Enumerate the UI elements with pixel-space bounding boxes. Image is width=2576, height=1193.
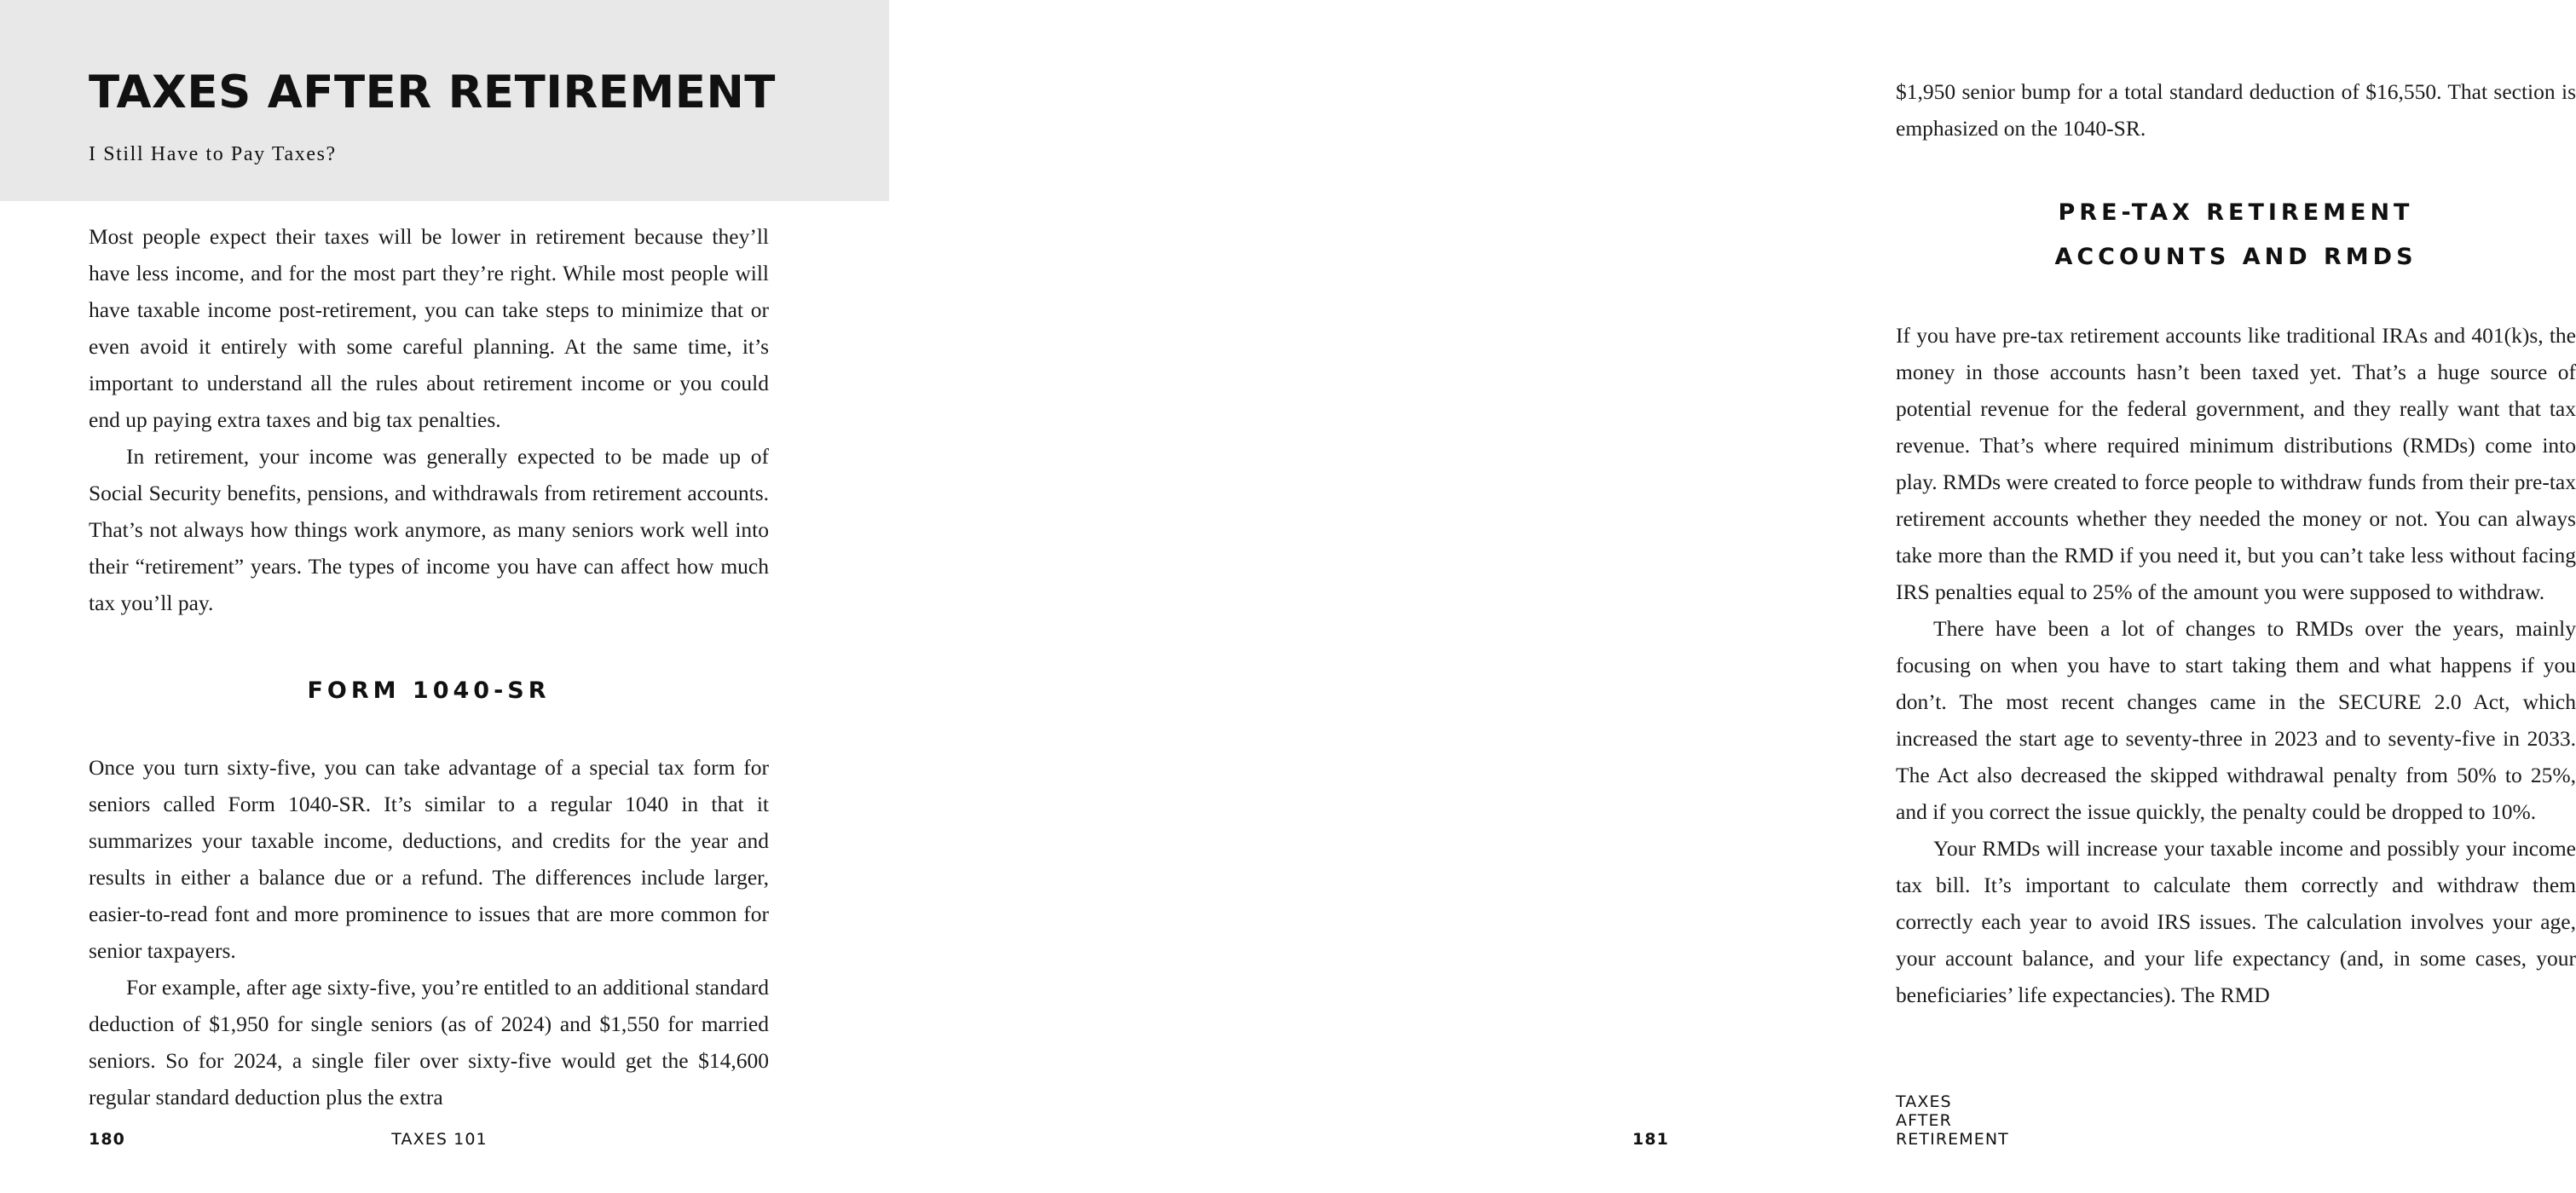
page-number-left: 180 — [89, 1130, 125, 1149]
right-column-body — [1896, 73, 2576, 1013]
paragraph: Your RMDs will increase your taxable income and possibly your income tax bill. It’s important to calculate them correctly and withdraw them correctly each year to avoid IRS issues. The calculation involves your age, your account balance, and your life expectancy (and, in some cases, your beneficiaries’ life expectancies). The RMD — [1896, 836, 2576, 1007]
paragraph: For example, after age sixty-five, you’re entitled to an additional standard deduction of $1,950 for single seniors (as of 2024) and $1,550 for married seniors. So for 2024, a single filer over sixty-five would get the $14,600 regular standard deduction plus the extra — [89, 975, 769, 1109]
paragraph: Once you turn sixty-five, you can take advantage of a special tax form for seniors called Form 1040-SR. It’s similar to a regular 1040 in that it summarizes your taxable income, deductions, and credits for the year and results in either a balance due or a refund. The differences include larger, easier-to-read font and more prominence to issues that are more common for senior taxpayers. — [89, 755, 769, 963]
paragraph: In retirement, your income was generally expected to be made up of Social Security benefits, pensions, and withdrawals from retirement accounts. That’s not always how things work anymore, as many seniors work well into their “retirement” years. The types of income you have can affect how much tax you’ll pay. — [89, 444, 769, 615]
section-heading-form-1040sr: FORM 1040-SR — [307, 677, 551, 704]
running-head-right: TAXES AFTER RETIREMENT — [1896, 1092, 2009, 1149]
paragraph: Most people expect their taxes will be lower in retirement because they’ll have less income, and for the most part they’re right. While most people will have taxable income post-retirement, you can take steps to minimize that or even avoid it entirely with some careful planning. At the same time, it’s important to understand all the rules about retirement income or you could end up paying extra taxes and big tax penalties. — [89, 224, 769, 432]
left-page — [0, 0, 879, 1193]
section-heading-pretax-line2: ACCOUNTS AND RMDS — [2054, 244, 2417, 270]
heading-spacer — [89, 621, 769, 669]
paragraph: If you have pre-tax retirement accounts like traditional IRAs and 401(k)s, the money in those accounts hasn’t been taxed yet. That’s a huge source of potential revenue for the federal government, and they really want that tax revenue. That’s where required minimum distributions (RMDs) come into play. RMDs were created to force people to withdraw funds from their pre-tax retirement accounts whether they needed the money or not. You can always take more than the RMD if you need it, but you can’t take less without facing IRS penalties equal to 25% of the amount you were supposed to withdraw. — [1896, 323, 2576, 604]
heading-spacer — [89, 713, 769, 749]
heading-spacer — [1896, 280, 2576, 317]
right-page — [879, 0, 2576, 1193]
page-title: TAXES AFTER RETIREMENT — [89, 66, 776, 118]
left-column-body — [89, 218, 769, 1115]
heading-spacer — [1896, 147, 2576, 191]
chapter-subtitle: I Still Have to Pay Taxes? — [89, 143, 337, 165]
section-heading-pretax-line1: PRE-TAX RETIREMENT — [2058, 199, 2414, 226]
paragraph: There have been a lot of changes to RMDs over the years, mainly focusing on when you have to start taking them and what happens if you don’t. The most recent changes came in the SECURE 2.0 Act, which increased the start age to seventy-three in 2023 and to seventy-five in 2033. The Act also decreased the skipped withdrawal penalty from 50% to 25%, and if you correct the issue quickly, the penalty could be dropped to 10%. — [1896, 616, 2576, 824]
paragraph: $1,950 senior bump for a total standard deduction of $16,550. That section is emphasized on the 1040-SR. — [1896, 79, 2576, 141]
running-head-left: TAXES 101 — [391, 1130, 488, 1149]
page-number-right: 181 — [1632, 1130, 1669, 1149]
